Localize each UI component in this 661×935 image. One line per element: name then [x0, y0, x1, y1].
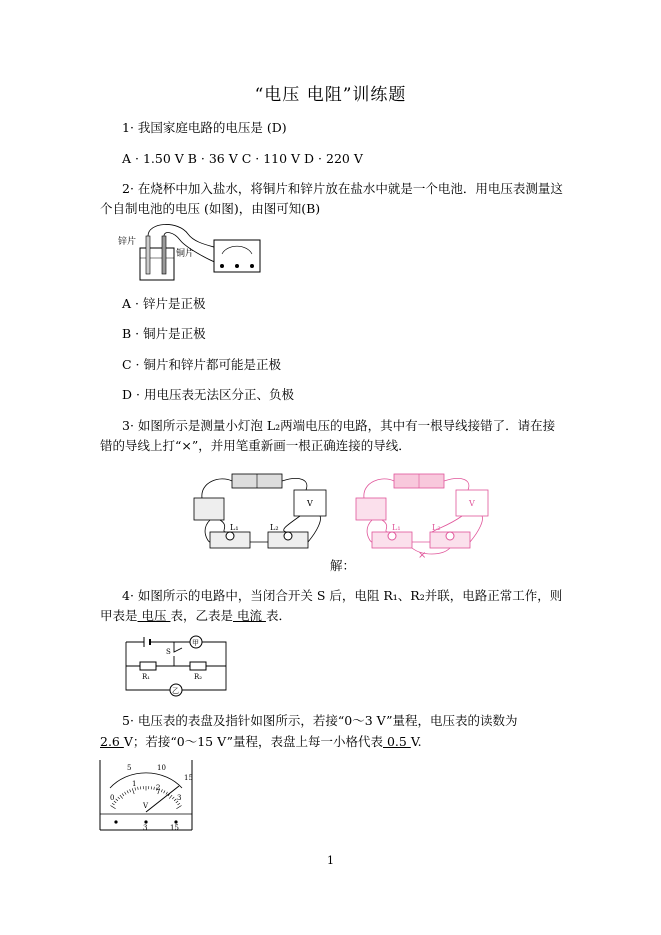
- dial-tick: [172, 797, 174, 799]
- q3-original-circuit: [190, 470, 330, 560]
- zinc-plate-icon: [146, 236, 150, 274]
- q2-option-a: A · 锌片是正极: [122, 296, 206, 311]
- q4-line2: 甲表是 电压 表，乙表是 电流 表．: [100, 608, 291, 623]
- q2-option-b: B · 铜片是正极: [122, 326, 206, 341]
- dial-tick: [169, 795, 172, 799]
- inner-label-1: 1: [132, 780, 137, 788]
- q4-line1: 4· 如图所示的电路中，当闭合开关 S 后，电阻 R₁、R₂并联，电路正常工作，则: [122, 588, 563, 603]
- q3-answer-circuit: [352, 470, 492, 560]
- s-label: S: [166, 648, 171, 656]
- switch-icon: [194, 498, 224, 520]
- q2-stem-line1: 2· 在烧杯中加入盐水，将铜片和锌片放在盐水中就是一个电池．用电压表测量这: [122, 181, 563, 196]
- terminal-3-label: 3: [143, 824, 148, 832]
- dial-tick: [178, 803, 180, 805]
- dial-tick: [127, 791, 128, 794]
- q2-stem-line2: 个自制电池的电压 (如图)，由图可知(B): [100, 201, 321, 216]
- q5-voltmeter-dial: [100, 760, 192, 830]
- beaker-icon: [140, 248, 174, 280]
- dial-tick: [122, 793, 124, 796]
- inner-label-2: 2: [156, 784, 161, 792]
- inner-label-0: 0: [110, 794, 115, 802]
- dial-tick: [112, 803, 114, 805]
- answer-meter-label: V: [469, 499, 475, 508]
- q4-circuit-diagram: [122, 634, 232, 694]
- page-title: “电压 电阻”训练题: [254, 85, 407, 105]
- q5-answer-2: 0.5: [383, 734, 411, 749]
- dial-tick: [118, 797, 120, 799]
- answer-l2-label: L₂: [432, 523, 441, 532]
- terminal-negative-icon: [114, 820, 117, 823]
- page-number: 1: [327, 854, 334, 867]
- yi-label: 乙: [172, 687, 179, 695]
- q1-options: A · 1.50 V B · 36 V C · 110 V D · 220 V: [122, 151, 363, 166]
- l2-label: L₂: [270, 523, 279, 532]
- q2-option-c: C · 铜片和锌片都可能是正极: [122, 357, 281, 372]
- dial-tick: [120, 795, 123, 799]
- jia-label: 甲: [192, 639, 199, 647]
- resistor-r2-icon: [190, 662, 206, 670]
- answer-l1-label: L₁: [392, 523, 401, 532]
- dial-tick: [111, 806, 116, 809]
- svg-text:×: ×: [418, 550, 427, 561]
- inner-label-3: 3: [177, 794, 182, 802]
- dial-tick: [164, 791, 165, 794]
- q3-stem-line2: 错的导线上打“×”，并用笔重新画一根正确连接的导线．: [100, 438, 411, 453]
- dial-tick: [130, 789, 131, 792]
- copper-plate-icon: [162, 236, 166, 274]
- q3-stem-line1: 3· 如图所示是测量小灯泡 L₂两端电压的电路，其中有一根导线接错了．请在接: [122, 418, 556, 433]
- r1-label: R₁: [142, 673, 151, 681]
- outer-label-10: 10: [157, 764, 166, 772]
- q3-answer-label: 解：: [330, 558, 356, 573]
- dial-tick: [116, 799, 118, 801]
- unit-label: V: [143, 802, 149, 810]
- q5-line1: 5· 电压表的表盘及指针如图所示，若接“0～3 V”量程，电压表的读数为: [122, 713, 518, 728]
- dial-tick: [161, 789, 162, 792]
- q1-stem: 1· 我国家庭电路的电压是 (D): [122, 120, 287, 135]
- r2-label: R₂: [194, 673, 203, 681]
- q2-battery-figure: [118, 226, 278, 284]
- l1-label: L₁: [230, 523, 239, 532]
- dial-arc: [110, 773, 182, 788]
- resistor-r1-icon: [140, 662, 156, 670]
- switch-icon: [174, 642, 182, 666]
- q4-answer-2: 电流: [232, 608, 266, 623]
- q4-answer-1: 电压: [137, 608, 171, 623]
- dial-tick: [132, 788, 134, 794]
- dial-tick: [125, 792, 127, 795]
- q2-option-d: D · 用电压表无法区分正、负极: [122, 387, 294, 402]
- q5-line2: 2.6 V；若接“0～15 V”量程，表盘上每一小格代表 0.5 V.: [100, 734, 422, 749]
- dial-tick: [176, 806, 181, 809]
- meter-label: V: [307, 499, 313, 508]
- outer-label-5: 5: [127, 764, 132, 772]
- dial-tick: [138, 787, 139, 790]
- copper-label: 铜片: [176, 249, 195, 259]
- outer-label-15: 15: [184, 774, 193, 782]
- dial-tick: [166, 792, 168, 795]
- zinc-label: 锌片: [118, 237, 137, 247]
- terminal-15-label: 15: [170, 824, 179, 832]
- q5-answer-1: 2.6: [100, 734, 124, 749]
- dial-tick: [154, 787, 155, 790]
- dial-tick: [174, 799, 176, 801]
